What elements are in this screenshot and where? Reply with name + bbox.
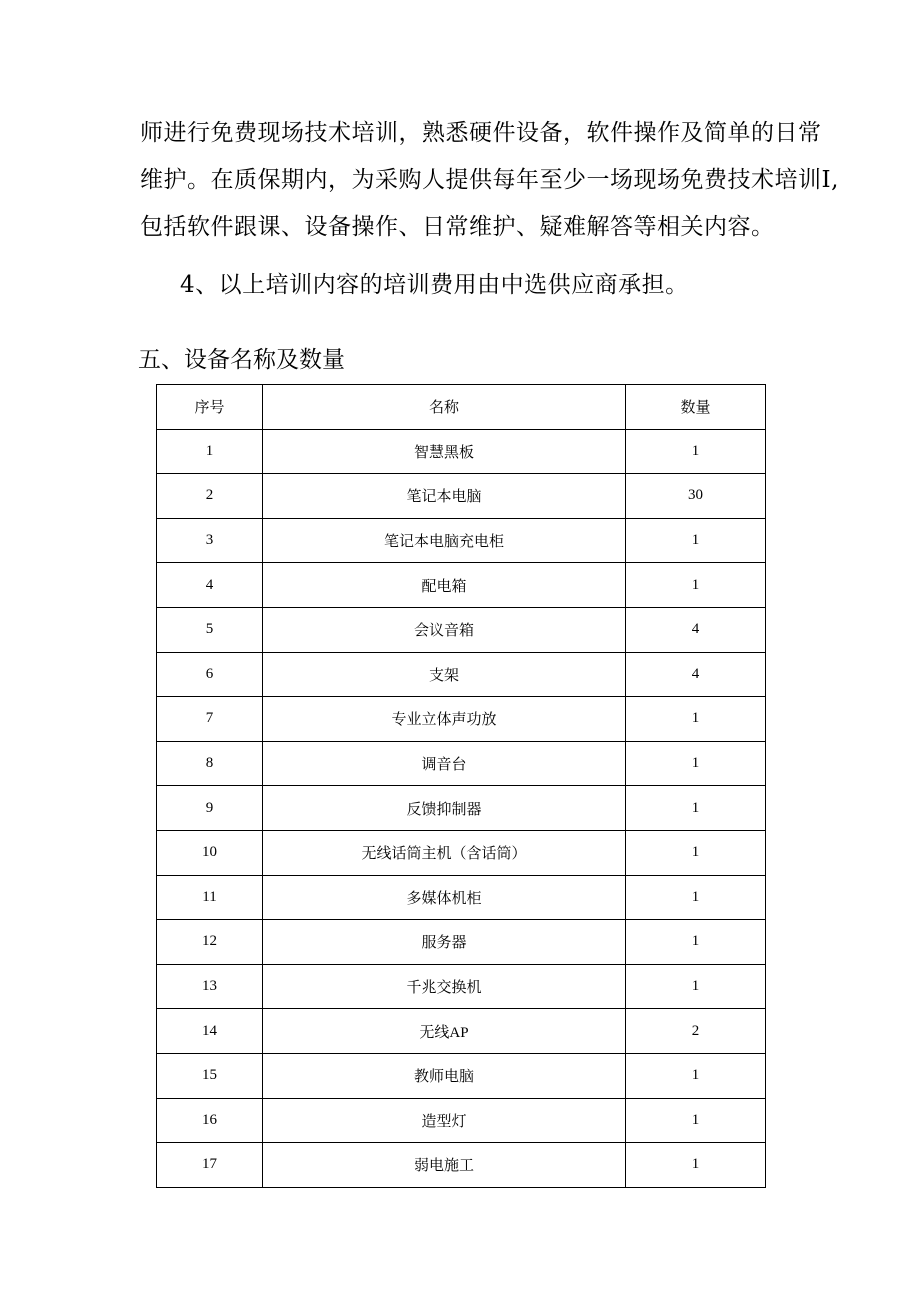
cell-index: 6 [157,652,263,697]
equipment-table-body [157,429,766,1187]
cell-index: 13 [157,964,263,1009]
table-row [157,474,766,519]
cell-name: 多媒体机柜 [263,875,626,920]
table-row [157,1098,766,1143]
table-row [157,741,766,786]
cell-name: 智慧黑板 [263,429,626,474]
section-heading: 五、设备名称及数量 [138,347,345,373]
paragraph-line: 包括软件跟课、设备操作、日常维护、疑难解答等相关内容。 [140,214,775,240]
cell-quantity: 1 [626,563,766,608]
table-row [157,429,766,474]
cell-name: 笔记本电脑充电柜 [263,518,626,563]
cell-index: 8 [157,741,263,786]
paragraph-line: 维护。在质保期内，为采购人提供每年至少一场现场免费技术培训I, [140,167,839,193]
cell-index: 15 [157,1053,263,1098]
cell-name: 配电箱 [263,563,626,608]
cell-quantity: 1 [626,1053,766,1098]
cell-name: 弱电施工 [263,1143,626,1188]
table-row [157,964,766,1009]
header-quantity: 数量 [626,385,766,430]
table-row [157,652,766,697]
cell-index: 2 [157,474,263,519]
cell-index: 7 [157,697,263,742]
cell-quantity: 1 [626,697,766,742]
paragraph-line: 师进行免费现场技术培训，熟悉硬件设备，软件操作及简单的日常 [140,120,822,146]
equipment-table [156,384,766,1188]
cell-index: 16 [157,1098,263,1143]
cell-index: 3 [157,518,263,563]
cell-index: 1 [157,429,263,474]
table-row [157,875,766,920]
cell-name: 无线AP [263,1009,626,1054]
training-fee-paragraph: 4、以上培训内容的培训费用由中选供应商承担。 [180,272,689,298]
cell-index: 5 [157,607,263,652]
cell-quantity: 1 [626,920,766,965]
cell-index: 11 [157,875,263,920]
cell-index: 4 [157,563,263,608]
table-row [157,518,766,563]
cell-quantity: 30 [626,474,766,519]
cell-name: 服务器 [263,920,626,965]
cell-name: 千兆交换机 [263,964,626,1009]
cell-name: 反馈抑制器 [263,786,626,831]
cell-index: 12 [157,920,263,965]
header-index: 序号 [157,385,263,430]
cell-name: 造型灯 [263,1098,626,1143]
cell-quantity: 1 [626,1143,766,1188]
table-row [157,697,766,742]
table-row [157,786,766,831]
cell-index: 10 [157,830,263,875]
table-row [157,830,766,875]
cell-index: 9 [157,786,263,831]
table-row [157,563,766,608]
table-row [157,1053,766,1098]
cell-quantity: 1 [626,1098,766,1143]
cell-name: 教师电脑 [263,1053,626,1098]
cell-name: 笔记本电脑 [263,474,626,519]
cell-quantity: 4 [626,607,766,652]
header-name: 名称 [263,385,626,430]
cell-quantity: 4 [626,652,766,697]
cell-quantity: 1 [626,741,766,786]
cell-quantity: 2 [626,1009,766,1054]
cell-name: 会议音箱 [263,607,626,652]
table-row [157,920,766,965]
training-paragraph [140,110,839,251]
cell-index: 17 [157,1143,263,1188]
cell-quantity: 1 [626,964,766,1009]
table-header-row [157,385,766,430]
cell-quantity: 1 [626,875,766,920]
cell-quantity: 1 [626,518,766,563]
cell-name: 调音台 [263,741,626,786]
table-row [157,607,766,652]
cell-index: 14 [157,1009,263,1054]
cell-name: 支架 [263,652,626,697]
cell-name: 专业立体声功放 [263,697,626,742]
table-row [157,1009,766,1054]
cell-quantity: 1 [626,786,766,831]
table-row [157,1143,766,1188]
cell-name: 无线话筒主机（含话筒） [263,830,626,875]
cell-quantity: 1 [626,830,766,875]
cell-quantity: 1 [626,429,766,474]
